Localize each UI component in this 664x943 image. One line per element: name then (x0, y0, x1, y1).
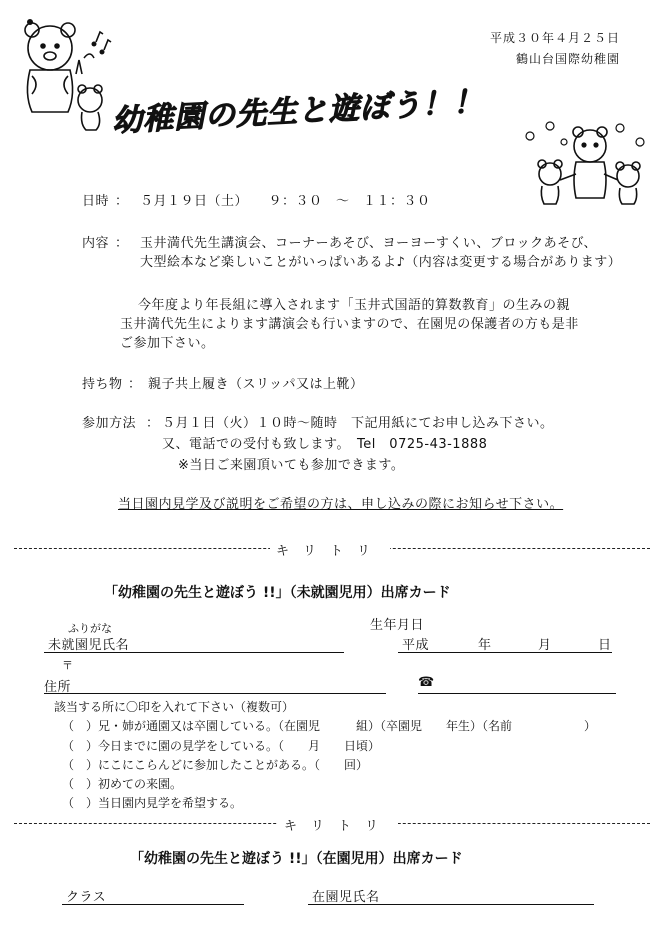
card1-name-label: 未就園児氏名 (48, 638, 130, 653)
card1-name-field[interactable] (44, 652, 344, 653)
card2-class-field[interactable] (62, 904, 244, 905)
items-colon: ： (128, 377, 142, 392)
card1-month-label: 月 (538, 638, 552, 653)
card1-birth-field[interactable] (398, 652, 612, 653)
notice-text: 当日園内見学及び説明をご希望の方は、申し込みの際にお知らせ下さい。 (118, 497, 564, 512)
schedule-colon: ： (115, 194, 129, 209)
bear-family-illustration-right (520, 120, 650, 208)
card1-option-nikoniko[interactable]: （ ）にこにこらんどに参加したことがある。（ 回） (62, 758, 369, 772)
card1-year-label: 年 (478, 638, 492, 653)
page-title: 幼稚園の先生と遊ぼう！！ (111, 84, 485, 139)
apply-label: 参加方法 (82, 416, 137, 431)
card2-name-label: 在園児氏名 (312, 890, 380, 905)
cut-label-1: キリトリ (270, 540, 390, 559)
card1-address-label: 住所 (44, 680, 72, 695)
card1-option-tour[interactable]: （ ）当日園内見学を希望する。 (62, 796, 243, 810)
header-date-block (490, 28, 620, 70)
intro-paragraph-line-2: 玉井満代先生によります講演会も行いますので、在園児の保護者の方も是非 (120, 317, 579, 332)
card1-address-field[interactable] (44, 693, 386, 694)
organization-name: 鶴山台国際幼稚園 (515, 52, 620, 66)
bear-family-illustration-left (10, 14, 115, 132)
apply-line-1: ５月１日（火）１０時～随時 下記用紙にてお申し込み下さい。 (162, 416, 554, 431)
intro-paragraph-line-3: ご参加下さい。 (120, 336, 215, 351)
content-colon: ： (115, 236, 129, 251)
intro-paragraph-line-1: 今年度より年長組に導入されます「玉井式国語的算数教育」の生みの親 (138, 298, 571, 313)
card1-birth-label: 生年月日 (370, 618, 425, 633)
card1-day-label: 日 (598, 638, 612, 653)
schedule-label: 日時 (82, 194, 110, 209)
card1-instruction: 該当する所に〇印を入れて下さい（複数可） (54, 700, 295, 714)
issue-date: 平成３０年４月２５日 (489, 31, 620, 45)
content-line-2: 大型絵本など楽しいことがいっぱいあるよ♪（内容は変更する場合があります） (140, 255, 622, 270)
phone-icon: ☎ (418, 675, 435, 690)
apply-line-3: ※当日ご来園頂いても参加できます。 (178, 458, 405, 473)
apply-colon: ： (146, 416, 160, 431)
card1-title: 「幼稚園の先生と遊ぼう !!」（未就園児用）出席カード (104, 585, 451, 601)
card1-option-sibling[interactable]: （ ）兄・姉が通園又は卒園している。（在園児 組）（卒園児 年生）（名前 ） (62, 719, 597, 733)
card1-option-visited[interactable]: （ ）今日までに園の見学をしている。（ 月 日頃） (62, 739, 381, 753)
content-line-1: 玉井満代先生講演会、コーナーあそび、ヨーヨーすくい、ブロックあそび、 (140, 236, 598, 251)
card2-class-label: クラス (66, 890, 107, 905)
card2-title: 「幼稚園の先生と遊ぼう !!」（在園児用）出席カード (130, 851, 463, 867)
cut-label-2: キリトリ (278, 815, 398, 834)
items-value: 親子共上履き（スリッパ又は上靴） (148, 377, 364, 392)
apply-line-2: 又、電話での受付も致します。 Tel 0725-43-1888 (162, 437, 488, 452)
content-label: 内容 (82, 236, 110, 251)
items-label: 持ち物 (82, 377, 123, 392)
card1-furigana-label: ふりがな (68, 622, 112, 635)
card1-option-first-visit[interactable]: （ ）初めての来園。 (62, 777, 183, 791)
schedule-value: ５月１９日（土） ９：３０ ～ １１：３０ (140, 194, 431, 209)
card1-postal-mark: 〒 (62, 659, 73, 672)
card2-name-field[interactable] (308, 904, 594, 905)
card1-era-label: 平成 (402, 638, 430, 653)
card1-phone-field[interactable] (418, 693, 616, 694)
